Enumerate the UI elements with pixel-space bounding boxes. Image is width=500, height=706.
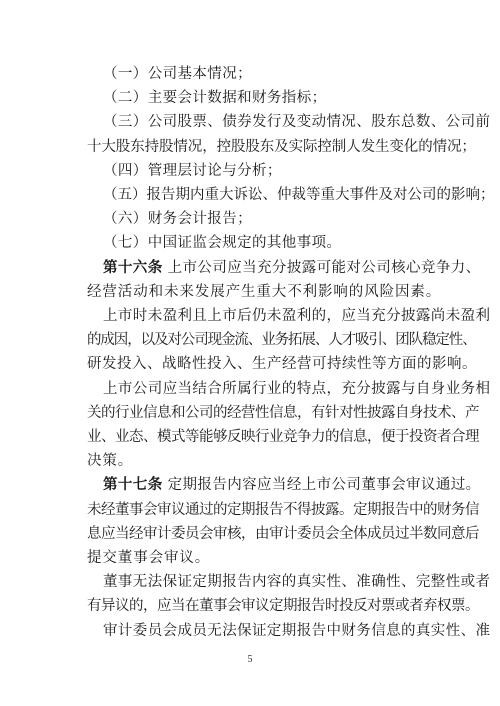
article-17-heading: 第十七条 [103, 477, 163, 494]
article-17-line-3: 息应当经审计委员会审核，由审计委员会全体成员过半数同意后 [87, 525, 479, 542]
item-3-continuation: 十大股东持股情况，控股股东及实际控制人发生变化的情况； [87, 138, 476, 155]
article-16-para2-line-2: 的成因，以及对公司现金流、业务拓展、人才吸引、团队稳定性、 [87, 332, 476, 349]
article-17-para2-line-2: 有异议的，应当在董事会审议定期报告时投反对票或者弃权票。 [87, 598, 479, 615]
article-16-para3-line-1: 上市公司应当结合所属行业的特点，充分披露与自身业务相 [103, 380, 491, 397]
article-17-text: 定期报告内容应当经上市公司董事会审议通过。 [167, 477, 481, 494]
article-17-line-2: 未经董事会审议通过的定期报告不得披露。定期报告中的财务信 [87, 501, 479, 518]
item-5: （五）报告期内重大诉讼、仲裁等重大事件及对公司的影响； [103, 187, 495, 204]
article-17-para2-line-1: 董事无法保证定期报告内容的真实性、准确性、完整性或者 [103, 574, 491, 591]
article-16-para2-line-3: 研发投入、战略性投入、生产经营可持续性等方面的影响。 [87, 356, 477, 373]
article-16-heading: 第十六条 [103, 259, 163, 276]
page-number: 5 [247, 654, 253, 665]
article-17-para3-line-1: 审计委员会成员无法保证定期报告中财务信息的真实性、准 [103, 622, 491, 639]
article-17-first-line [103, 473, 481, 497]
page-content [87, 62, 495, 643]
item-2: （二）主要会计数据和财务指标； [103, 90, 327, 107]
article-16-para3-line-2: 关的行业信息和公司的经营性信息，有针对性披露自身技术、产 [87, 404, 479, 421]
item-1: （一）公司基本情况； [103, 66, 252, 82]
item-7: （七）中国证监会规定的其他事项。 [103, 235, 342, 252]
item-6: （六）财务会计报告； [103, 211, 252, 228]
article-17-line-4: 提交董事会审议。 [87, 550, 211, 567]
article-16-para3-line-4: 决策。 [87, 453, 134, 470]
article-16-para3-line-3: 业、业态、模式等能够反映行业竞争力的信息，便于投资者合理 [87, 429, 479, 446]
article-16-first-line [103, 256, 481, 280]
article-16-text: 上市公司应当充分披露可能对公司核心竞争力、 [167, 259, 481, 276]
article-16-line-2: 经营活动和未来发展产生重大不利影响的风险因素。 [87, 283, 442, 300]
item-3: （三）公司股票、债券发行及变动情况、股东总数、公司前 [103, 114, 491, 131]
item-4: （四）管理层讨论与分析； [103, 162, 282, 179]
article-16-para2-line-1: 上市时未盈利且上市后仍未盈利的，应当充分披露尚未盈利 [103, 308, 491, 325]
